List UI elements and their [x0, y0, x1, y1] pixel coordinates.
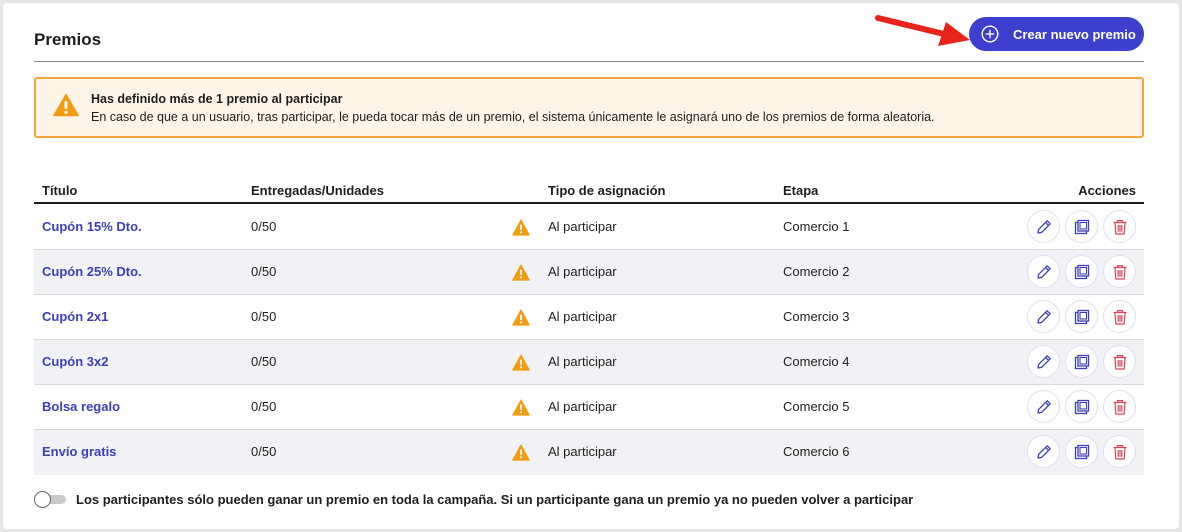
table-row: [34, 340, 1144, 385]
duplicate-button[interactable]: [1065, 300, 1098, 333]
assignment-type-value: Al participar: [548, 354, 617, 369]
column-assignment-type: Tipo de asignación: [548, 183, 666, 198]
pencil-icon: [1035, 398, 1053, 416]
pencil-icon: [1035, 308, 1053, 326]
copy-icon: [1073, 308, 1091, 326]
table-row: [34, 205, 1144, 250]
prize-title-link[interactable]: Cupón 3x2: [42, 354, 109, 369]
title-divider: [34, 61, 1144, 62]
alert-text: En caso de que a un usuario, tras participar, le pueda tocar más de un premio, el sistema únicamente le asignará uno de los premios de forma aleatoria.: [91, 110, 935, 124]
warning-triangle-icon: [53, 93, 79, 117]
column-actions: Acciones: [1078, 183, 1136, 198]
delete-button[interactable]: [1103, 255, 1136, 288]
table-row: [34, 385, 1144, 430]
copy-icon: [1073, 218, 1091, 236]
edit-button[interactable]: [1027, 255, 1060, 288]
column-units: Entregadas/Unidades: [251, 183, 384, 198]
page-title: Premios: [34, 30, 102, 49]
stage-value: Comercio 4: [783, 354, 850, 369]
trash-icon: [1111, 443, 1129, 461]
stage-value: Comercio 6: [783, 444, 850, 459]
units-value: 0/50: [251, 219, 277, 234]
warning-triangle-icon: [512, 354, 530, 371]
edit-button[interactable]: [1027, 300, 1060, 333]
assignment-type-value: Al participar: [548, 309, 617, 324]
delete-button[interactable]: [1103, 345, 1136, 378]
prize-title-link[interactable]: Cupón 25% Dto.: [42, 264, 142, 279]
prize-title-link[interactable]: Cupón 15% Dto.: [42, 219, 142, 234]
delete-button[interactable]: [1103, 390, 1136, 423]
assignment-type-value: Al participar: [548, 264, 617, 279]
warning-triangle-icon: [512, 219, 530, 236]
pencil-icon: [1035, 443, 1053, 461]
single-prize-label: Los participantes sólo pueden ganar un premio en toda la campaña. Si un participante gana un premio ya no pueden volver a participar: [76, 491, 914, 507]
duplicate-button[interactable]: [1065, 210, 1098, 243]
trash-icon: [1111, 218, 1129, 236]
edit-button[interactable]: [1027, 435, 1060, 468]
duplicate-button[interactable]: [1065, 255, 1098, 288]
trash-icon: [1111, 308, 1129, 326]
pencil-icon: [1035, 263, 1053, 281]
trash-icon: [1111, 353, 1129, 371]
warning-triangle-icon: [512, 309, 530, 326]
copy-icon: [1073, 398, 1091, 416]
copy-icon: [1073, 443, 1091, 461]
copy-icon: [1073, 263, 1091, 281]
table-row: [34, 250, 1144, 295]
warning-triangle-icon: [512, 399, 530, 416]
row-actions: [1027, 390, 1136, 423]
trash-icon: [1111, 398, 1129, 416]
trash-icon: [1111, 263, 1129, 281]
toggle-knob: [34, 491, 51, 508]
stage-value: Comercio 3: [783, 309, 850, 324]
table-row: [34, 295, 1144, 340]
prize-title-link[interactable]: Envío gratis: [42, 444, 117, 459]
row-actions: [1027, 435, 1136, 468]
warning-triangle-icon: [512, 444, 530, 461]
delete-button[interactable]: [1103, 300, 1136, 333]
row-actions: [1027, 210, 1136, 243]
create-prize-button[interactable]: [969, 17, 1144, 51]
assignment-type-value: Al participar: [548, 399, 617, 414]
row-actions: [1027, 255, 1136, 288]
duplicate-button[interactable]: [1065, 435, 1098, 468]
duplicate-button[interactable]: [1065, 345, 1098, 378]
multiple-prizes-alert: [34, 77, 1144, 138]
pencil-icon: [1035, 353, 1053, 371]
alert-title: Has definido más de 1 premio al participar: [91, 92, 343, 106]
column-stage: Etapa: [783, 183, 819, 198]
edit-button[interactable]: [1027, 345, 1060, 378]
table-row: [34, 430, 1144, 475]
single-prize-toggle[interactable]: [34, 490, 67, 508]
pencil-icon: [1035, 218, 1053, 236]
copy-icon: [1073, 353, 1091, 371]
delete-button[interactable]: [1103, 435, 1136, 468]
annotation-arrow-icon: [872, 10, 972, 50]
plus-circle-icon: [981, 25, 999, 43]
prize-title-link[interactable]: Bolsa regalo: [42, 399, 121, 414]
table-header: [34, 180, 1144, 204]
prizes-table: [34, 205, 1144, 475]
stage-value: Comercio 5: [783, 399, 850, 414]
assignment-type-value: Al participar: [548, 444, 617, 459]
stage-value: Comercio 2: [783, 264, 850, 279]
units-value: 0/50: [251, 444, 277, 459]
delete-button[interactable]: [1103, 210, 1136, 243]
column-title: Título: [42, 183, 78, 198]
warning-triangle-icon: [512, 264, 530, 281]
units-value: 0/50: [251, 264, 277, 279]
duplicate-button[interactable]: [1065, 390, 1098, 423]
edit-button[interactable]: [1027, 390, 1060, 423]
stage-value: Comercio 1: [783, 219, 850, 234]
units-value: 0/50: [251, 354, 277, 369]
create-prize-button-label: Crear nuevo premio: [1013, 26, 1136, 42]
units-value: 0/50: [251, 309, 277, 324]
units-value: 0/50: [251, 399, 277, 414]
assignment-type-value: Al participar: [548, 219, 617, 234]
row-actions: [1027, 345, 1136, 378]
row-actions: [1027, 300, 1136, 333]
edit-button[interactable]: [1027, 210, 1060, 243]
prize-title-link[interactable]: Cupón 2x1: [42, 309, 109, 324]
single-prize-setting: [34, 490, 913, 508]
